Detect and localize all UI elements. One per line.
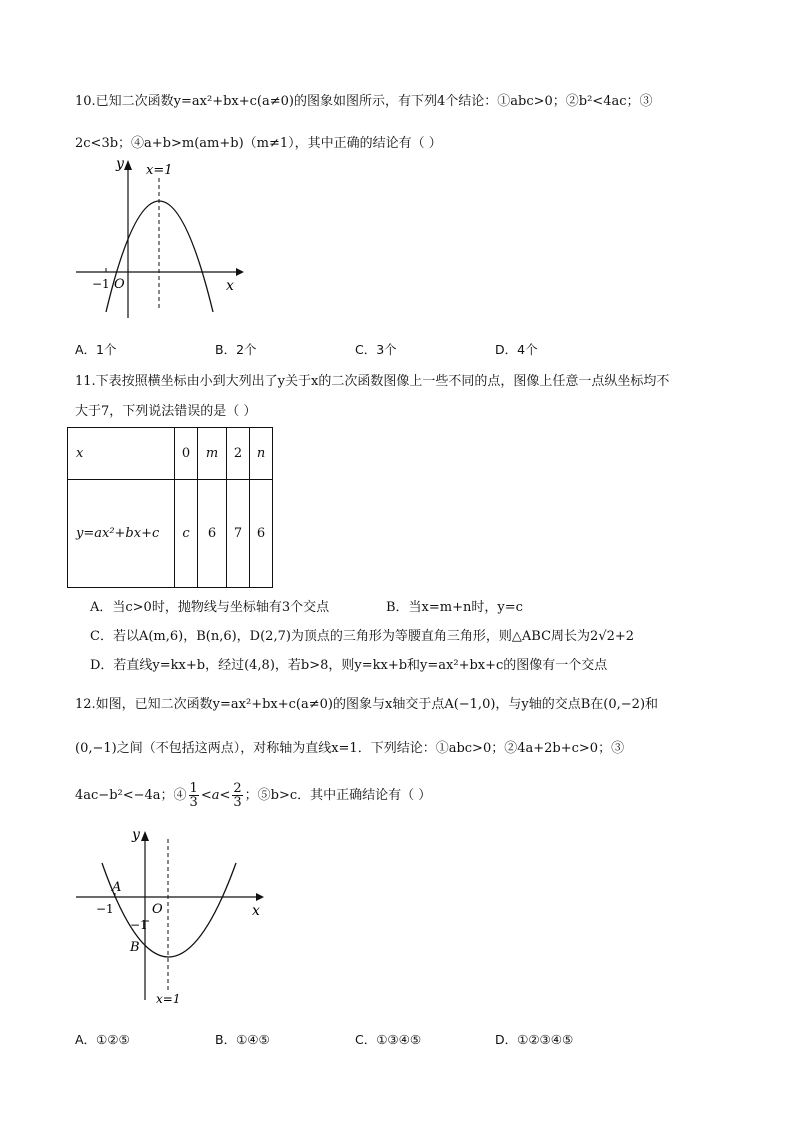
q10-x-arrow xyxy=(236,268,244,276)
q12-point-a-label: A xyxy=(112,880,122,895)
q12-stem-line3: 4ac−b²<−4a；④ $\frac{1}{3}$ <a< $\frac{2}{3}$ ；⑤b>c．其中正确结论有（ ） xyxy=(75,781,432,810)
q12-option-b: B．①④⑤ xyxy=(215,1032,270,1047)
q10-stem-line1: 10.已知二次函数y=ax²+bx+c(a≠0)的图象如图所示，有下列4个结论：①abc>0；②b²<4ac；③ xyxy=(75,94,653,109)
q10-option-b: B．2个 xyxy=(215,342,257,357)
q12-x-arrow xyxy=(256,893,264,901)
q10-y-label: y xyxy=(116,156,124,172)
table-cell: 2 xyxy=(227,428,250,480)
q12-y-arrow xyxy=(141,831,149,841)
q10-option-c: C．3个 xyxy=(355,342,397,357)
q12-parabola xyxy=(102,863,236,957)
table-row xyxy=(68,480,273,588)
q11-option-b: B．当x=m+n时，y=c xyxy=(386,600,523,615)
q12-neg1-x-label: −1 xyxy=(96,902,114,916)
q11-table xyxy=(67,427,273,588)
q12-stem-line2: (0,−1)之间（不包括这两点），对称轴为直线x=1．下列结论：①abc>0；②4a+2b+c>0；③ xyxy=(75,741,625,756)
q10-stem-line2: 2c<3b；④a+b>m(am+b)（m≠1），其中正确的结论有（ ） xyxy=(75,136,442,151)
table-cell: 6 xyxy=(198,480,227,588)
q12-point-b-label: B xyxy=(130,940,140,955)
fraction-one-third: $\frac{1}{3}$ xyxy=(189,781,198,810)
table-cell: 0 xyxy=(175,428,198,480)
q10-option-d: D．4个 xyxy=(495,342,538,357)
table-cell: x xyxy=(68,428,175,480)
q12-y-label: y xyxy=(132,827,140,843)
table-cell: 7 xyxy=(227,480,250,588)
q10-neg1-label: −1 xyxy=(92,277,110,291)
q10-graph xyxy=(70,150,250,330)
q10-x-label: x xyxy=(226,278,234,294)
q11-option-a: A．当c>0时，抛物线与坐标轴有3个交点 xyxy=(90,600,330,615)
table-cell: c xyxy=(175,480,198,588)
q10-origin-label: O xyxy=(114,277,125,292)
q10-option-a: A．1个 xyxy=(75,342,117,357)
q12-graph xyxy=(70,825,270,1005)
q12-option-c: C．①③④⑤ xyxy=(355,1032,422,1047)
q12-stem-line1: 12.如图，已知二次函数y=ax²+bx+c(a≠0)的图象与x轴交于点A(−1,0)，与y轴的交点B在(0,−2)和 xyxy=(75,697,659,712)
q12-x-label: x xyxy=(252,903,260,919)
table-row xyxy=(68,428,273,480)
table-cell: 6 xyxy=(250,480,273,588)
q12-origin-label: O xyxy=(152,902,163,917)
table-cell: n xyxy=(250,428,273,480)
fraction-two-thirds: $\frac{2}{3}$ xyxy=(233,781,242,810)
table-cell: m xyxy=(198,428,227,480)
q11-stem-line2: 大于7，下列说法错误的是（ ） xyxy=(75,404,257,419)
q12-option-d: D．①②③④⑤ xyxy=(495,1032,574,1047)
q10-y-arrow xyxy=(124,160,132,170)
q12-neg1-y-label: −1 xyxy=(130,918,148,932)
table-cell: y=ax²+bx+c xyxy=(68,480,175,588)
q11-stem-line1: 11.下表按照横坐标由小到大列出了y关于x的二次函数图像上一些不同的点，图像上任意一点纵坐标均不 xyxy=(75,374,670,389)
q12-symmetry-label: x=1 xyxy=(156,992,181,1005)
q10-symmetry-label: x=1 xyxy=(146,163,173,178)
q12-option-a: A．①②⑤ xyxy=(75,1032,130,1047)
q11-option-c: C．若以A(m,6)，B(n,6)，D(2,7)为顶点的三角形为等腰直角三角形，则△ABC周长为2√2+2 xyxy=(90,629,635,644)
q11-option-d: D．若直线y=kx+b，经过(4,8)，若b>8，则y=kx+b和y=ax²+bx+c的图像有一个交点 xyxy=(90,658,608,673)
